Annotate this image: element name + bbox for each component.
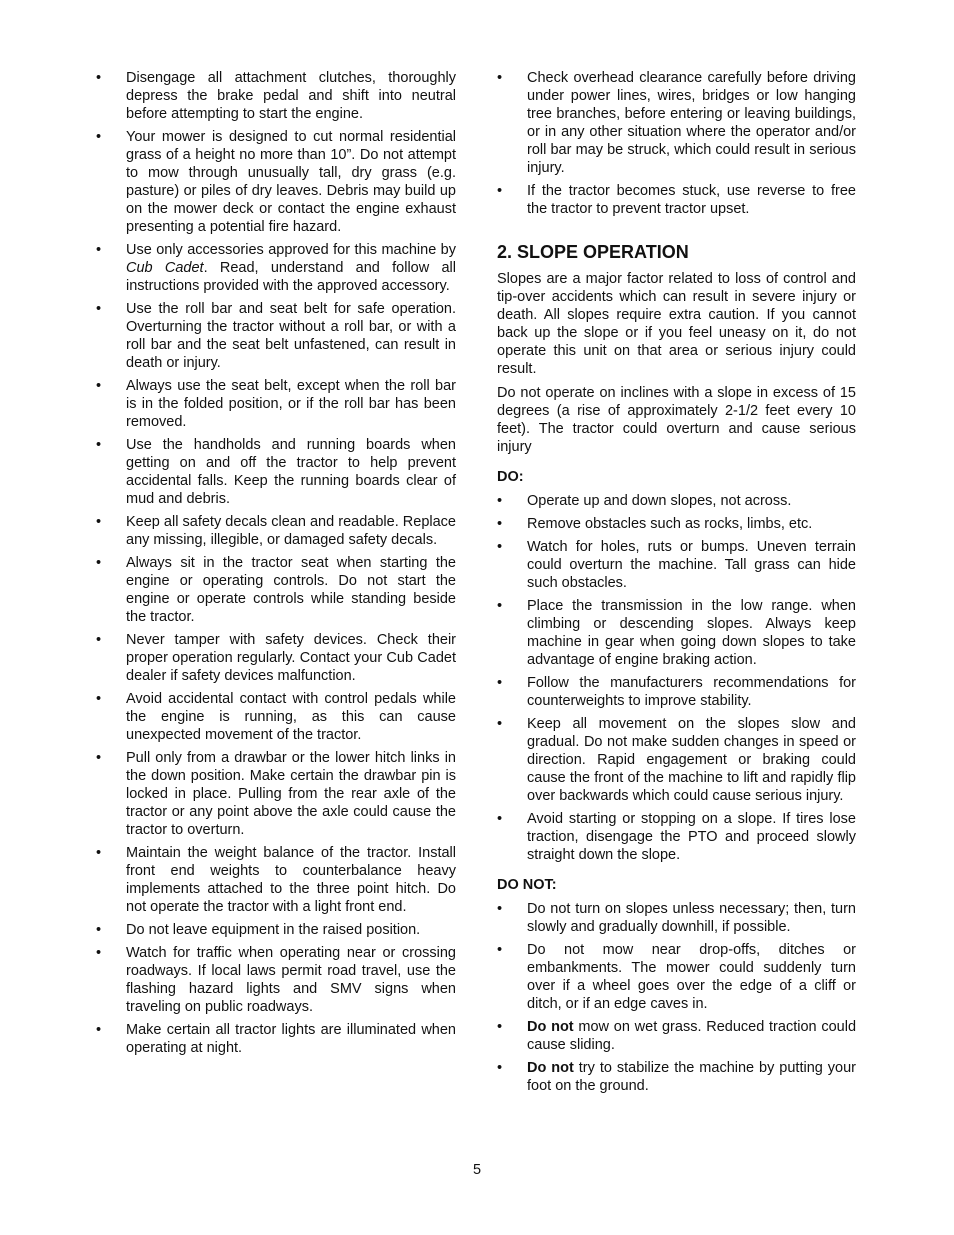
list-item bbox=[497, 1018, 856, 1054]
list-item: • If the tractor becomes stuck, use reverse to free the tractor to prevent tractor upset. bbox=[497, 182, 856, 218]
right-column bbox=[497, 69, 856, 1100]
list-item bbox=[497, 1059, 856, 1095]
list-item: • Use the roll bar and seat belt for safe operation. Overturning the tractor without a roll bar, or with a roll bar and the seat belt unfastened, can result in death or injury. bbox=[96, 300, 456, 372]
list-item: • Do not mow near drop-offs, ditches or embankments. The mower could suddenly turn over if a wheel goes over the edge of a cliff or ditch, or if an edge caves in. bbox=[497, 941, 856, 1013]
list-item: • Do not leave equipment in the raised position. bbox=[96, 921, 456, 939]
list-item: • Operate up and down slopes, not across. bbox=[497, 492, 856, 510]
section-heading-slope-operation: 2. SLOPE OPERATION bbox=[497, 242, 689, 262]
list-item: • Disengage all attachment clutches, thoroughly depress the brake pedal and shift into neutral before attempting to start the engine. bbox=[96, 69, 456, 123]
list-item: • Check overhead clearance carefully before driving under power lines, wires, bridges or low hanging tree branches, before entering or leaving buildings, or in any other situation where the operator and/or roll bar may be struck, which could result in serious injury. bbox=[497, 69, 856, 177]
slope-paragraph-1: Slopes are a major factor related to loss of control and tip-over accidents which can result in severe injury or death. All slopes require extra caution. If you cannot back up the slope or if you feel uneasy on it, do not operate this unit on that area or serious injury could result. bbox=[497, 271, 856, 377]
brand-name: Cub Cadet bbox=[126, 260, 204, 276]
list-item: • Do not turn on slopes unless necessary; then, turn slowly and gradually downhill, if possible. bbox=[497, 900, 856, 936]
item-text: mow on wet grass. Reduced traction could cause sliding. bbox=[527, 1019, 857, 1053]
do-label: DO: bbox=[497, 469, 524, 485]
do-not-list bbox=[497, 900, 856, 1095]
list-item bbox=[96, 241, 456, 295]
list-item: • Pull only from a drawbar or the lower hitch links in the down position. Make certain the drawbar pin is locked in place. Pulling from the rear axle of the tractor or any point above the axle could cause the tractor to overturn. bbox=[96, 749, 456, 839]
list-item: • Maintain the weight balance of the tractor. Install front end weights to counterbalance heavy implements attached to the three point hitch. Do not operate the tractor with a light front end. bbox=[96, 844, 456, 916]
slope-paragraph-2: Do not operate on inclines with a slope in excess of 15 degrees (a rise of approximately 2-1/2 feet every 10 feet). The tractor could overturn and cause serious injury bbox=[497, 385, 856, 455]
page-number: 5 bbox=[472, 1162, 482, 1178]
list-item: • Watch for traffic when operating near or crossing roadways. If local laws permit road travel, use the flashing hazard lights and SMV signs when traveling on public roadways. bbox=[96, 944, 456, 1016]
list-item: • Your mower is designed to cut normal residential grass of a height no more than 10”. Do not attempt to mow through unusually tall, dry grass (e.g. pasture) or piles of dry leaves. Debris may build up on the mower deck or contact the engine exhaust presenting a potential fire hazard. bbox=[96, 128, 456, 236]
list-item: • Keep all movement on the slopes slow and gradual. Do not make sudden changes in speed or direction. Rapid engagement or braking could cause the front of the machine to lift and rapidly flip over backwards which could cause serious injury. bbox=[497, 715, 856, 805]
list-item: • Never tamper with safety devices. Check their proper operation regularly. Contact your Cub Cadet dealer if safety devices malfunction. bbox=[96, 631, 456, 685]
list-item: • Use the handholds and running boards when getting on and off the tractor to help prevent accidental falls. Keep the running boards clear of mud and debris. bbox=[96, 436, 456, 508]
list-item: • Follow the manufacturers recommendations for counterweights to improve stability. bbox=[497, 674, 856, 710]
list-item: • Place the transmission in the low range. when climbing or descending slopes. Always keep machine in gear when going down slopes to take advantage of engine braking action. bbox=[497, 597, 856, 669]
list-item: • Avoid starting or stopping on a slope. If tires lose traction, disengage the PTO and proceed slowly straight down the slope. bbox=[497, 810, 856, 864]
list-item: • Always sit in the tractor seat when starting the engine or operating controls. Do not start the engine or operate controls while standing beside the tractor. bbox=[96, 554, 456, 626]
list-item: • Watch for holes, ruts or bumps. Uneven terrain could overturn the machine. Tall grass can hide such obstacles. bbox=[497, 538, 856, 592]
emphasis-do-not: Do not bbox=[527, 1060, 574, 1076]
right-top-bullet-list bbox=[497, 69, 856, 218]
list-item: • Avoid accidental contact with control pedals while the engine is running, as this can cause unexpected movement of the tractor. bbox=[96, 690, 456, 744]
left-column bbox=[96, 69, 456, 1062]
item-text: . Read, understand and follow all instructions provided with the approved accessory. bbox=[126, 260, 456, 294]
item-text: Use only accessories approved for this machine by bbox=[126, 242, 456, 258]
list-item: • Keep all safety decals clean and readable. Replace any missing, illegible, or damaged safety decals. bbox=[96, 513, 456, 549]
list-item: • Make certain all tractor lights are illuminated when operating at night. bbox=[96, 1021, 456, 1057]
left-bullet-list bbox=[96, 69, 456, 1057]
do-list bbox=[497, 492, 856, 864]
list-item: • Always use the seat belt, except when the roll bar is in the folded position, or if the roll bar has been removed. bbox=[96, 377, 456, 431]
list-item: • Remove obstacles such as rocks, limbs, etc. bbox=[497, 515, 856, 533]
emphasis-do-not: Do not bbox=[527, 1019, 574, 1035]
do-not-label: DO NOT: bbox=[497, 877, 557, 893]
item-text: try to stabilize the machine by putting your foot on the ground. bbox=[527, 1060, 856, 1094]
